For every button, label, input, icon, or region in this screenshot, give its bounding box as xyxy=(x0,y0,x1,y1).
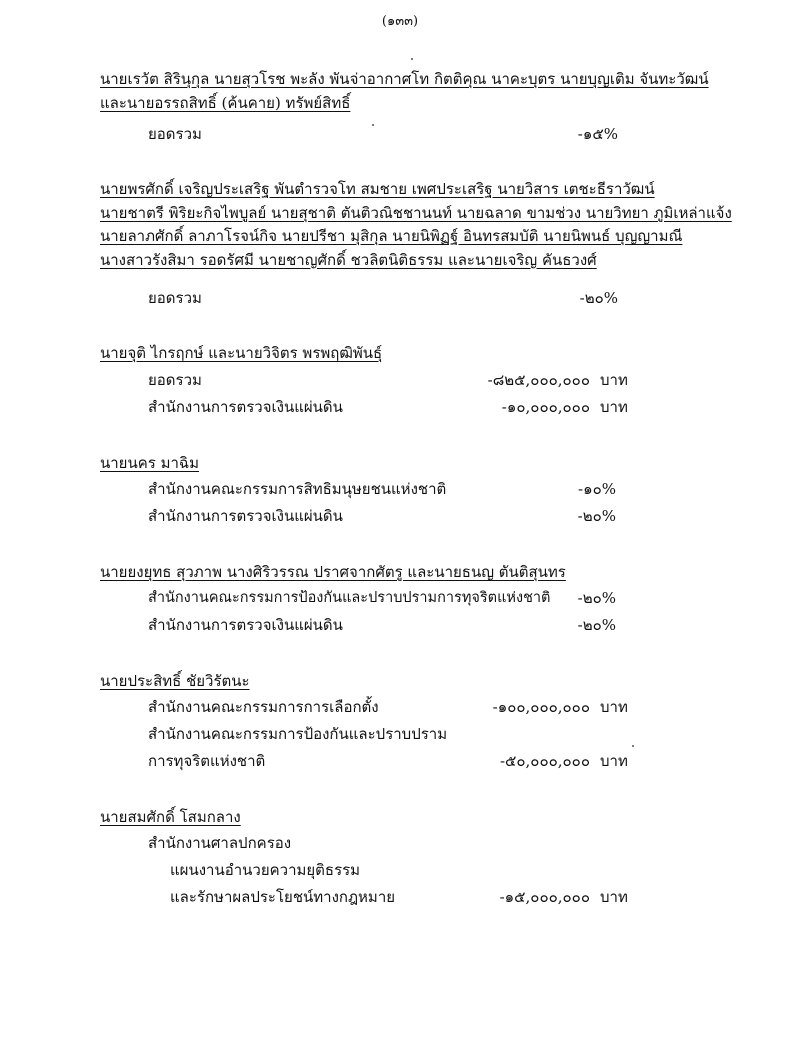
section-6-names xyxy=(100,670,720,694)
names-line: นายลาภศักดิ์ ลาภาโรจน์กิจ นายปรีชา มุสิกุล นายนิพิฏฐ์ อินทรสมบัติ นายนิพนธ์ บุญญามณี xyxy=(100,227,683,245)
section-7-names xyxy=(100,806,720,830)
item-amount: -๑๐% xyxy=(578,480,616,498)
item-amount: -๘๒๕,๐๐๐,๐๐๐ xyxy=(487,371,590,389)
section-7-item-legal-interest xyxy=(170,887,628,907)
item-amount: -๒๐% xyxy=(579,289,618,307)
names-line: นางสาวรังสิมา รอดรัศมี นายชาญศักดิ์ ชวลิตนิติธรรม และนายเจริญ คันธวงศ์ xyxy=(100,250,597,269)
item-unit: บาท xyxy=(600,698,628,716)
item-label: สำนักงานศาลปกครอง xyxy=(148,834,292,852)
section-1-names xyxy=(100,68,720,115)
item-amount: -๒๐% xyxy=(577,589,616,607)
section-5-item-anti-corruption xyxy=(148,588,618,608)
scan-speck xyxy=(372,124,374,126)
names-line: และนายอรรถสิทธิ์ (ค้นคาย) ทรัพย์สิทธิ์ xyxy=(100,93,351,112)
section-5-names xyxy=(100,561,720,585)
section-4-item-audit xyxy=(148,506,618,526)
page-number: (๑๓๓) xyxy=(381,14,419,29)
section-2-item-total xyxy=(148,288,618,308)
item-amount: -๕๐,๐๐๐,๐๐๐ xyxy=(499,752,590,770)
names-line: นายพรศักดิ์ เจริญประเสริฐ พันตำรวจโท สมชาย เพศประเสริฐ นายวิสาร เตชะธีราวัฒน์ xyxy=(100,180,655,198)
item-label: และรักษาผลประโยชน์ทางกฎหมาย xyxy=(170,888,396,906)
item-unit: บาท xyxy=(600,371,628,389)
scan-speck xyxy=(632,745,634,747)
section-7-item-justice-plan xyxy=(170,860,628,880)
section-3-names xyxy=(100,342,720,366)
item-amount: -๑๕,๐๐๐,๐๐๐ xyxy=(499,888,590,906)
item-unit: บาท xyxy=(600,398,628,416)
section-3-item-total xyxy=(148,370,628,390)
names-line: นายเรวัต สิรินุกุล นายสุวโรช พะลัง พันจ่าอากาศโท กิตติคุณ นาคะบุตร นายบุญเติม จันทะวัฒน์ xyxy=(100,70,709,88)
item-label: แผนงานอำนวยความยุติธรรม xyxy=(170,861,361,879)
section-2-names xyxy=(100,178,732,272)
item-label: สำนักงานการตรวจเงินแผ่นดิน xyxy=(148,398,343,416)
item-label: ยอดรวม xyxy=(148,125,202,143)
item-label: สำนักงานการตรวจเงินแผ่นดิน xyxy=(148,507,343,525)
scan-speck xyxy=(411,58,413,60)
item-label: สำนักงานคณะกรรมการการเลือกตั้ง xyxy=(148,698,379,716)
item-amount: -๑๐๐,๐๐๐,๐๐๐ xyxy=(492,698,590,716)
section-5-item-audit xyxy=(148,615,618,635)
names-line: นายจุติ ไกรฤกษ์ และนายวิจิตร พรพฤฒิพันธุ์ xyxy=(100,344,383,362)
section-3-item-audit xyxy=(148,397,628,417)
names-line: นายชาตรี พิริยะกิจไพบูลย์ นายสุชาติ ตันติวณิชชานนท์ นายฉลาด ขามช่วง นายวิทยา ภูมิเหล่าแจ้ง xyxy=(100,203,732,222)
names-line: นายยงยุทธ สุวภาพ นางศิริวรรณ ปราศจากศัตรู และนายธนญ ตันติสุนทร xyxy=(100,563,566,581)
item-amount: -๑๐,๐๐๐,๐๐๐ xyxy=(501,398,590,416)
section-6-item-anti-corruption-line1 xyxy=(148,724,628,744)
section-7-item-admin-court xyxy=(148,833,628,853)
names-line: นายนคร มาฉิม xyxy=(100,454,199,472)
item-unit: บาท xyxy=(600,888,628,906)
section-1-item-total xyxy=(148,124,618,144)
item-unit: บาท xyxy=(600,752,628,770)
item-label: ยอดรวม xyxy=(148,371,202,389)
item-label: ยอดรวม xyxy=(148,289,202,307)
item-amount: -๑๕% xyxy=(577,125,618,143)
section-4-names xyxy=(100,452,720,476)
item-label: สำนักงานคณะกรรมการสิทธิมนุษยชนแห่งชาติ xyxy=(148,480,447,498)
item-label: สำนักงานการตรวจเงินแผ่นดิน xyxy=(148,616,343,634)
item-label: สำนักงานคณะกรรมการป้องกันและปราบปรามการทุจริตแห่งชาติ xyxy=(148,590,551,606)
names-line: นายประสิทธิ์ ชัยวิรัตนะ xyxy=(100,672,250,690)
names-line: นายสมศักดิ์ โสมกลาง xyxy=(100,808,241,826)
item-label: การทุจริตแห่งชาติ xyxy=(148,752,266,770)
item-label: สำนักงานคณะกรรมการป้องกันและปราบปราม xyxy=(148,725,448,743)
section-6-item-election xyxy=(148,697,628,717)
item-amount: -๒๐% xyxy=(577,616,616,634)
item-amount: -๒๐% xyxy=(577,507,616,525)
section-4-item-human-rights xyxy=(148,479,618,499)
section-6-item-anti-corruption-line2 xyxy=(148,751,628,771)
